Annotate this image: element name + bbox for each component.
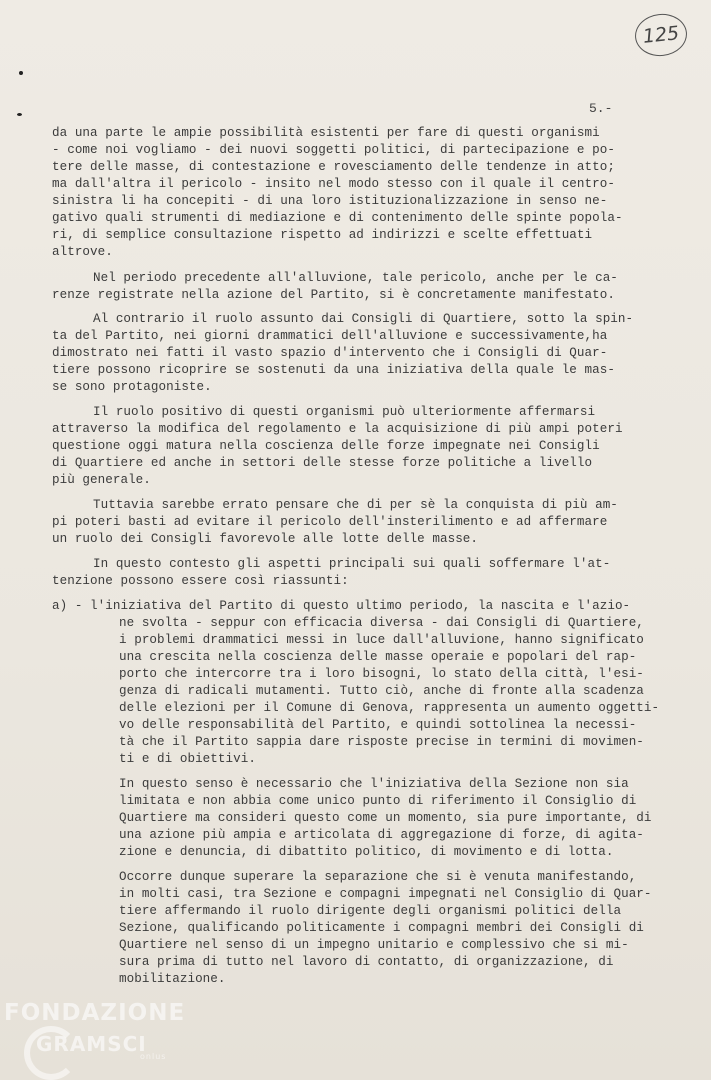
text-line: altrove. [52,245,113,259]
text-line: pi poteri basti ad evitare il pericolo dell'insterilimento e ad affermare [52,515,608,529]
text-line: In questo senso è necessario che l'iniziativa della Sezione non sia [119,777,629,791]
text-line: a) - l'iniziativa del Partito di questo ultimo periodo, la nascita e l'azio- [52,599,631,613]
page-number: 5.- [589,101,613,116]
text-line: porto che intercorre tra i loro bisogni, lo stato della città, l'esi- [119,667,644,681]
text-line: più generale. [52,473,151,487]
text-line: questione oggi matura nella coscienza delle forze impegnate nei Consigli [52,439,600,453]
text-line: delle elezioni per il Comune di Genova, rappresenta un aumento oggetti- [119,701,660,715]
text-line: Sezione, qualificando politicamente i compagni membri dei Consigli di [119,921,644,935]
text-line: vo delle responsabilità del Partito, e quindi sottolinea la necessi- [119,718,637,732]
text-line: ta del Partito, nei giorni drammatici dell'alluvione e successivamente,ha [52,329,608,343]
watermark-line-2: GRAMSCI [36,1032,147,1056]
text-line: genza di radicali mutamenti. Tutto ciò, anche di fronte alla scadenza [119,684,644,698]
text-line: una azione più ampia e articolata di aggregazione di forze, di agita- [119,828,644,842]
text-line: se sono protagoniste. [52,380,212,394]
text-line: Quartiere nel senso di un impegno unitario e complessivo che si mi- [119,938,629,952]
text-line: ti e di obiettivi. [119,752,256,766]
text-line: di Quartiere ed anche in settori delle stesse forze politiche a livello [52,456,593,470]
text-line: Al contrario il ruolo assunto dai Consigli di Quartiere, sotto la spin- [93,312,634,326]
watermark-line-3: onlus [140,1052,167,1061]
text-line: ne svolta - seppur con efficacia diversa - dai Consigli di Quartiere, [119,616,644,630]
text-line: i problemi drammatici messi in luce dall'alluvione, hanno significato [119,633,644,647]
text-line: tiere possono ricoprire se sostenuti da una iniziativa della quale le mas- [52,363,615,377]
text-line: Tuttavia sarebbe errato pensare che di per sè la conquista di più am- [93,498,618,512]
text-line: ri, di semplice consultazione rispetto ad indirizzi e scelte effettuati [52,228,593,242]
text-line: sura prima di tutto nel lavoro di contatto, di organizzazione, di [119,955,614,969]
text-line: un ruolo dei Consigli favorevole alle lotte delle masse. [52,532,479,546]
text-line: - come noi vogliamo - dei nuovi soggetti politici, di partecipazione e po- [52,143,615,157]
text-line: ma dall'altra il pericolo - insito nel modo stesso con il quale il centro- [52,177,615,191]
watermark-line-1: FONDAZIONE [4,1000,186,1026]
text-line: In questo contesto gli aspetti principali sui quali soffermare l'at- [93,557,611,571]
text-line: tiere affermando il ruolo dirigente degli organismi politici della [119,904,622,918]
text-line: zione e denuncia, di dibattito politico, di movimento e di lotta. [119,845,614,859]
text-line: tà che il Partito sappia dare risposte precise in termini di movimen- [119,735,644,749]
text-line: dimostrato nei fatti il vasto spazio d'intervento che i Consigli di Quar- [52,346,608,360]
fondazione-gramsci-watermark [4,1000,186,1061]
text-line: mobilitazione. [119,972,226,986]
text-line: renze registrate nella azione del Partito, si è concretamente manifestato. [52,288,615,302]
text-line: gativo quali strumenti di mediazione e di contenimento delle spinte popola- [52,211,623,225]
archive-number-stamp: 125 [633,11,689,58]
text-line: Occorre dunque superare la separazione che si è venuta manifestando, [119,870,637,884]
text-line: Quartiere ma consideri questo come un momento, sia pure importante, di [119,811,652,825]
text-line: da una parte le ampie possibilità esistenti per fare di questi organismi [52,126,600,140]
text-line: sinistra li ha concepiti - di una loro istituzionalizzazione in senso ne- [52,194,608,208]
text-line: tenzione possono essere così riassunti: [52,574,349,588]
text-line: in molti casi, tra Sezione e compagni impegnati nel Consiglio di Quar- [119,887,652,901]
text-line: limitata e non abbia come unico punto di riferimento il Consiglio di [119,794,637,808]
text-line: Nel periodo precedente all'alluvione, tale pericolo, anche per le ca- [93,271,618,285]
text-line: Il ruolo positivo di questi organismi può ulteriormente affermarsi [93,405,596,419]
text-line: una crescita nella coscienza delle masse operaie e popolari del rap- [119,650,637,664]
text-line: tere delle masse, di contestazione e rovesciamento delle tendenze in atto; [52,160,615,174]
text-line: attraverso la modifica del regolamento e la acquisizione di più ampi poteri [52,422,623,436]
